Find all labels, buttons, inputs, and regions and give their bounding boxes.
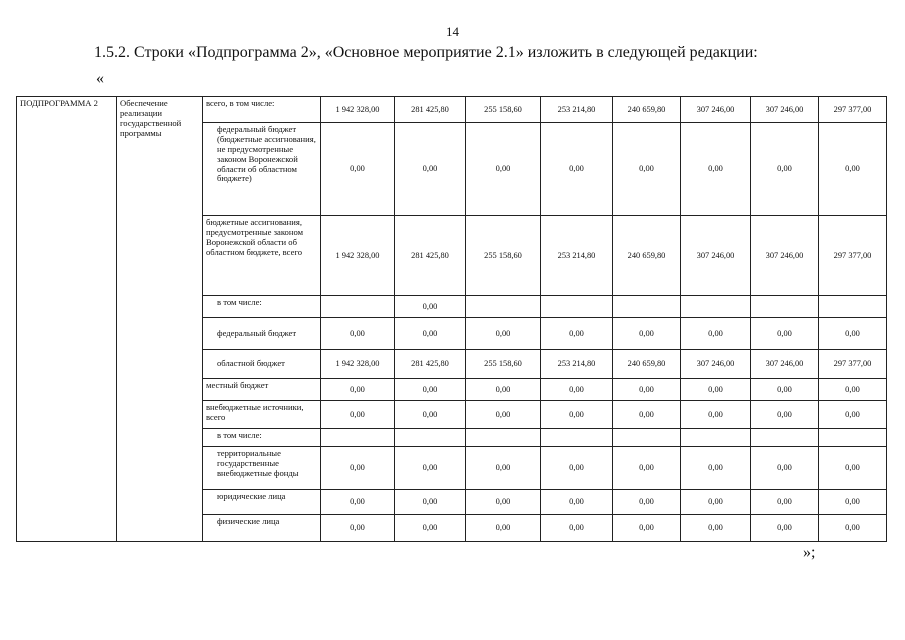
value-cell: 0,00 <box>321 379 395 401</box>
value-cell: 307 246,00 <box>751 350 819 379</box>
value-cell: 0,00 <box>681 490 751 515</box>
value-cell <box>819 429 887 447</box>
value-cell: 0,00 <box>466 318 541 350</box>
opening-quote-mark: « <box>96 70 104 87</box>
value-cell: 297 377,00 <box>819 350 887 379</box>
value-cell: 0,00 <box>321 318 395 350</box>
value-cell: 0,00 <box>751 318 819 350</box>
value-cell <box>681 429 751 447</box>
value-cell: 1 942 328,00 <box>321 350 395 379</box>
value-cell: 281 425,80 <box>395 216 466 296</box>
value-cell: 0,00 <box>613 318 681 350</box>
value-cell: 0,00 <box>613 515 681 542</box>
value-cell: 0,00 <box>681 515 751 542</box>
value-cell: 0,00 <box>541 318 613 350</box>
value-cell: 0,00 <box>541 401 613 429</box>
value-cell: 307 246,00 <box>751 216 819 296</box>
value-cell: 0,00 <box>321 515 395 542</box>
value-cell: 0,00 <box>541 379 613 401</box>
value-cell: 0,00 <box>681 401 751 429</box>
value-cell: 253 214,80 <box>541 216 613 296</box>
value-cell: 0,00 <box>751 515 819 542</box>
value-cell: 0,00 <box>751 401 819 429</box>
closing-quote-mark: »; <box>803 544 816 561</box>
budget-table <box>16 96 887 542</box>
value-cell <box>321 429 395 447</box>
row-label: местный бюджет <box>203 379 321 401</box>
row-label: областной бюджет <box>203 350 321 379</box>
value-cell <box>466 296 541 318</box>
value-cell: 297 377,00 <box>819 97 887 123</box>
value-cell: 0,00 <box>681 379 751 401</box>
row-label: федеральный бюджет (бюджетные ассигнования, не предусмотренные законом Воронежской области об областном бюджете) <box>203 123 321 216</box>
value-cell: 0,00 <box>321 447 395 490</box>
value-cell: 0,00 <box>541 490 613 515</box>
value-cell <box>613 296 681 318</box>
row-label: физические лица <box>203 515 321 542</box>
value-cell: 0,00 <box>613 490 681 515</box>
value-cell <box>613 429 681 447</box>
value-cell: 297 377,00 <box>819 216 887 296</box>
value-cell: 0,00 <box>751 447 819 490</box>
value-cell: 0,00 <box>395 296 466 318</box>
value-cell: 0,00 <box>819 123 887 216</box>
value-cell: 0,00 <box>819 401 887 429</box>
value-cell: 0,00 <box>466 379 541 401</box>
value-cell <box>819 296 887 318</box>
value-cell: 0,00 <box>395 123 466 216</box>
value-cell: 0,00 <box>395 379 466 401</box>
value-cell: 0,00 <box>613 401 681 429</box>
value-cell: 0,00 <box>395 318 466 350</box>
value-cell <box>466 429 541 447</box>
value-cell: 0,00 <box>819 447 887 490</box>
row-label: всего, в том числе: <box>203 97 321 123</box>
row-label: внебюджетные источники, всего <box>203 401 321 429</box>
value-cell <box>751 296 819 318</box>
value-cell: 240 659,80 <box>613 97 681 123</box>
value-cell: 307 246,00 <box>681 350 751 379</box>
value-cell: 1 942 328,00 <box>321 216 395 296</box>
value-cell: 0,00 <box>613 379 681 401</box>
value-cell: 0,00 <box>819 515 887 542</box>
row-label: в том числе: <box>203 429 321 447</box>
row-label: территориальные государственные внебюджетные фонды <box>203 447 321 490</box>
value-cell: 0,00 <box>321 123 395 216</box>
value-cell: 0,00 <box>613 123 681 216</box>
value-cell: 307 246,00 <box>751 97 819 123</box>
value-cell: 255 158,60 <box>466 97 541 123</box>
value-cell <box>751 429 819 447</box>
value-cell: 0,00 <box>395 447 466 490</box>
page-number: 14 <box>446 24 459 39</box>
value-cell: 0,00 <box>751 490 819 515</box>
value-cell <box>541 296 613 318</box>
value-cell: 0,00 <box>466 401 541 429</box>
value-cell: 0,00 <box>541 515 613 542</box>
value-cell: 281 425,80 <box>395 350 466 379</box>
value-cell: 253 214,80 <box>541 97 613 123</box>
value-cell: 240 659,80 <box>613 216 681 296</box>
value-cell: 240 659,80 <box>613 350 681 379</box>
value-cell <box>541 429 613 447</box>
value-cell: 0,00 <box>321 401 395 429</box>
value-cell: 0,00 <box>395 401 466 429</box>
value-cell: 255 158,60 <box>466 216 541 296</box>
value-cell: 307 246,00 <box>681 97 751 123</box>
value-cell: 1 942 328,00 <box>321 97 395 123</box>
row-label: в том числе: <box>203 296 321 318</box>
row-label: бюджетные ассигнования, предусмотренные законом Воронежской области об областном бюджете, всего <box>203 216 321 296</box>
value-cell: 253 214,80 <box>541 350 613 379</box>
section-heading: 1.5.2. Строки «Подпрограмма 2», «Основное мероприятие 2.1» изложить в следующей редакции: <box>94 44 758 61</box>
value-cell: 0,00 <box>819 379 887 401</box>
row-label: юридические лица <box>203 490 321 515</box>
value-cell: 0,00 <box>819 490 887 515</box>
value-cell <box>681 296 751 318</box>
value-cell: 0,00 <box>466 123 541 216</box>
value-cell: 307 246,00 <box>681 216 751 296</box>
value-cell: 0,00 <box>541 123 613 216</box>
value-cell <box>321 296 395 318</box>
value-cell: 0,00 <box>613 447 681 490</box>
program-name-cell: ПОДПРОГРАММА 2 <box>17 97 117 542</box>
value-cell: 0,00 <box>681 318 751 350</box>
value-cell: 0,00 <box>541 447 613 490</box>
value-cell: 0,00 <box>751 379 819 401</box>
row-label: федеральный бюджет <box>203 318 321 350</box>
value-cell: 255 158,60 <box>466 350 541 379</box>
table-row <box>17 97 887 123</box>
value-cell: 0,00 <box>466 490 541 515</box>
value-cell: 0,00 <box>681 447 751 490</box>
value-cell: 0,00 <box>395 490 466 515</box>
value-cell <box>395 429 466 447</box>
value-cell: 0,00 <box>681 123 751 216</box>
program-title-cell: Обеспечение реализации государственной программы <box>117 97 203 542</box>
value-cell: 0,00 <box>751 123 819 216</box>
value-cell: 0,00 <box>819 318 887 350</box>
value-cell: 281 425,80 <box>395 97 466 123</box>
value-cell: 0,00 <box>395 515 466 542</box>
value-cell: 0,00 <box>466 447 541 490</box>
value-cell: 0,00 <box>321 490 395 515</box>
value-cell: 0,00 <box>466 515 541 542</box>
